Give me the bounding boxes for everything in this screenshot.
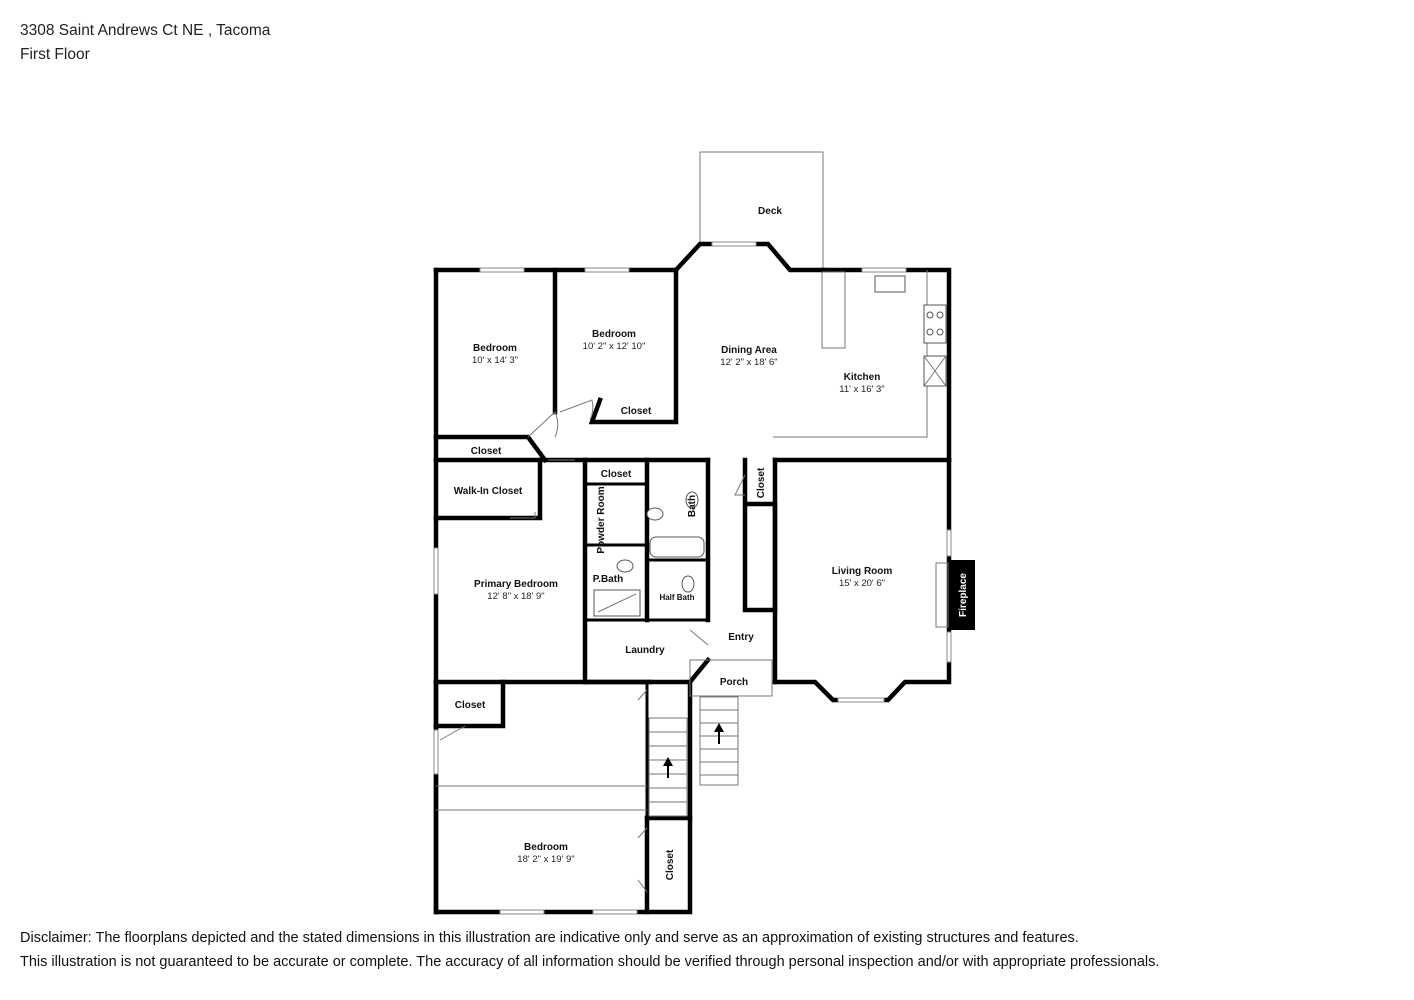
kitchen-fixtures bbox=[875, 276, 946, 386]
primary-bedroom-label: Primary Bedroom bbox=[474, 579, 558, 590]
pbath-label: P.Bath bbox=[592, 574, 624, 585]
fireplace bbox=[950, 560, 975, 630]
dining-label: Dining Area bbox=[721, 345, 777, 356]
closet-living-label: Closet bbox=[756, 467, 767, 499]
bedroom-n-dims: 10' 2" x 12' 10" bbox=[582, 341, 646, 352]
deck-label: Deck bbox=[758, 206, 782, 217]
powder-room-label: Powder Room bbox=[596, 486, 607, 554]
stairs-lower bbox=[649, 718, 687, 816]
walk-in-closet-label: Walk-In Closet bbox=[453, 486, 523, 497]
porch-label: Porch bbox=[719, 677, 749, 688]
primary-bedroom-dims: 12' 8" x 18' 9" bbox=[487, 591, 545, 602]
stairs-porch bbox=[700, 697, 738, 785]
bedroom-n-label: Bedroom bbox=[592, 329, 636, 340]
bedroom-s-dims: 18' 2" x 19' 9" bbox=[517, 854, 575, 865]
half-bath-label: Half Bath bbox=[659, 593, 695, 602]
fireplace-label: Fireplace bbox=[958, 573, 969, 617]
bedroom-nw-label: Bedroom bbox=[473, 343, 517, 354]
kitchen-label: Kitchen bbox=[843, 372, 881, 383]
disclaimer-line-1: Disclaimer: The floorplans depicted and the stated dimensions in this illustration are indicative only and serve as an approximation of existing structures and features. bbox=[20, 930, 1079, 946]
dining-dims: 12' 2" x 18' 6" bbox=[720, 357, 778, 368]
living-room-label: Living Room bbox=[831, 566, 893, 577]
disclaimer-line-2: This illustration is not guaranteed to be accurate or complete. The accuracy of all information should be verified through personal inspection and/or with appropriate professionals. bbox=[20, 954, 1160, 970]
closet-nw-label: Closet bbox=[470, 446, 502, 457]
closet-s-label: Closet bbox=[665, 849, 676, 881]
kitchen-dims: 11' x 16' 3" bbox=[839, 384, 885, 395]
bedroom-s-label: Bedroom bbox=[524, 842, 568, 853]
closet-mid-label: Closet bbox=[600, 469, 632, 480]
bedroom-nw-dims: 10' x 14' 3" bbox=[471, 355, 519, 366]
bath-label: Bath bbox=[687, 494, 698, 518]
living-room-dims: 15' x 20' 6" bbox=[838, 578, 886, 589]
doors bbox=[440, 400, 745, 892]
property-address: 3308 Saint Andrews Ct NE , Tacoma bbox=[20, 22, 271, 39]
floor-label: First Floor bbox=[20, 46, 90, 63]
entry-label: Entry bbox=[728, 632, 754, 643]
closet-n-label: Closet bbox=[620, 406, 652, 417]
closet-sw-label: Closet bbox=[454, 700, 486, 711]
laundry-label: Laundry bbox=[625, 645, 665, 656]
